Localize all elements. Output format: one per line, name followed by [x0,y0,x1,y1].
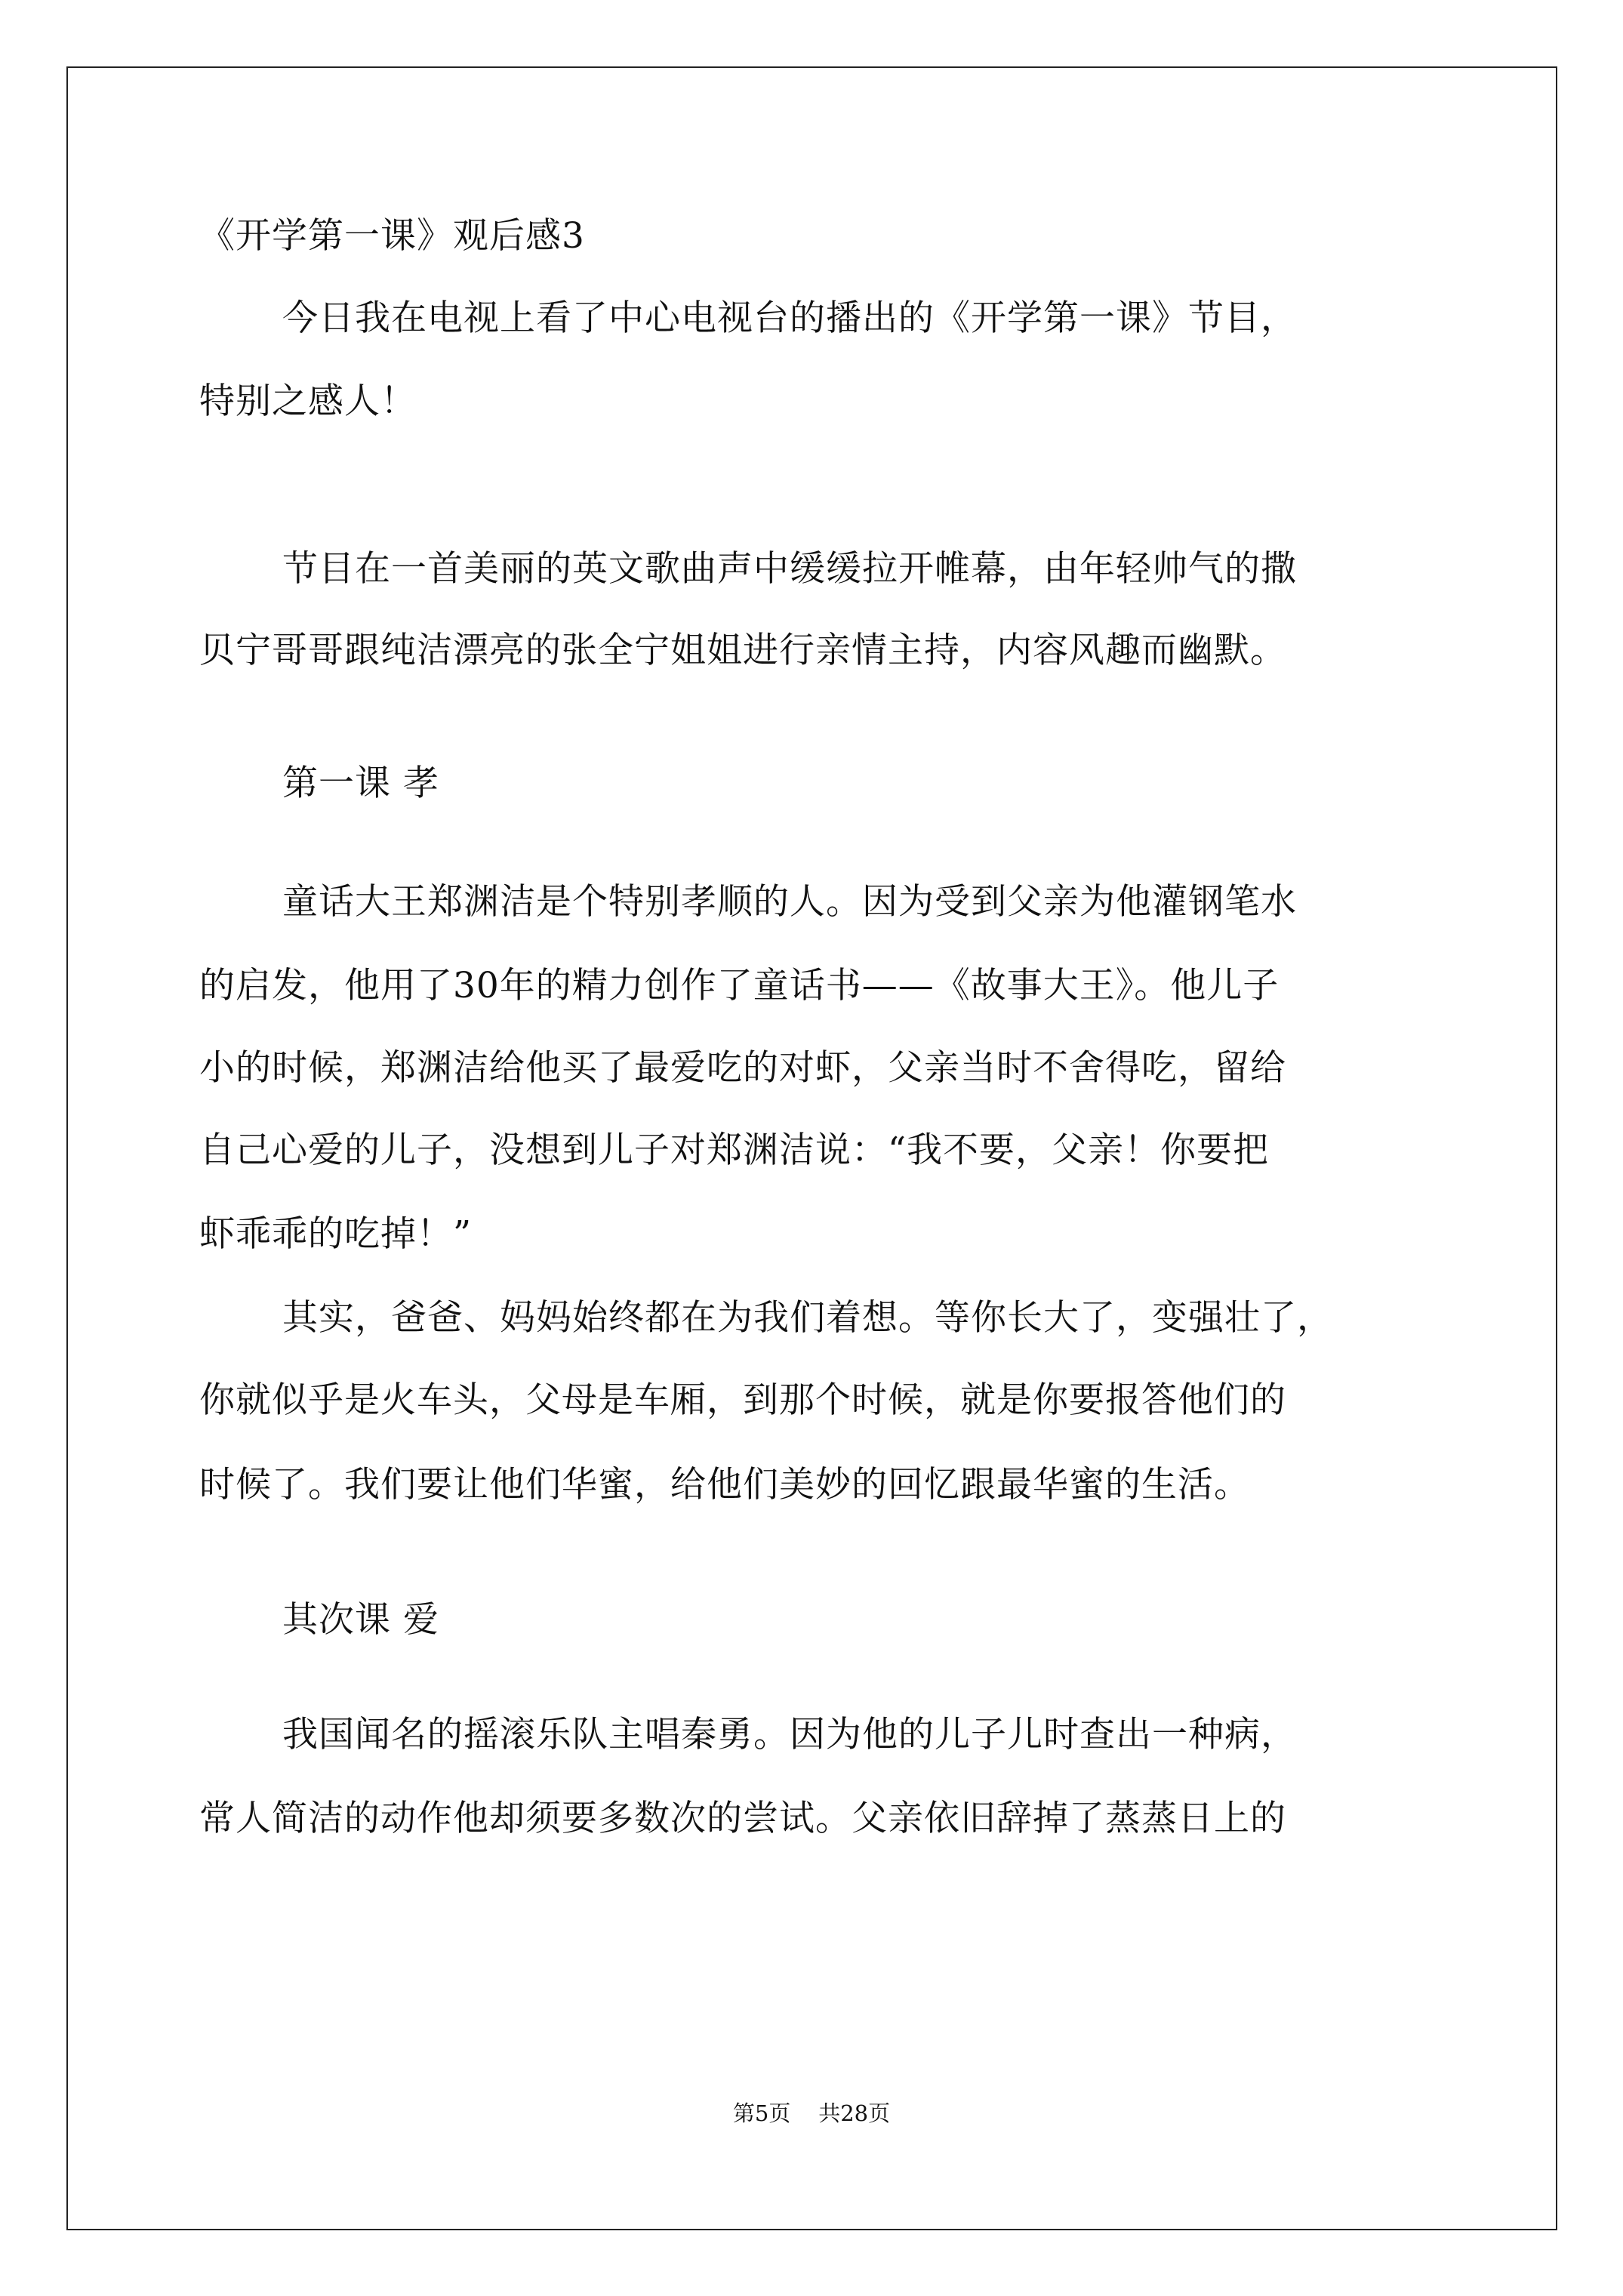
document-title: 《开学第一课》观后感3 [199,215,585,257]
paragraph-line: 自己心爱的儿子，没想到儿子对郑渊洁说：“我不要，父亲！你要把 [199,1130,1270,1171]
paragraph-line: 常人简洁的动作他却须要多数次的尝试。父亲依旧辞掉了蒸蒸日上的 [199,1798,1286,1839]
paragraph-line: 时候了。我们要让他们华蜜，给他们美妙的回忆跟最华蜜的生活。 [199,1464,1250,1505]
paragraph-line: 虾乖乖的吃掉！” [199,1213,473,1255]
paragraph-line: 贝宁哥哥跟纯洁漂亮的张全宁姐姐进行亲情主持，内容风趣而幽默。 [199,630,1286,671]
paragraph-line: 其实，爸爸、妈妈始终都在为我们着想。等你长大了，变强壮了， [282,1297,1333,1339]
paragraph-line: 童话大王郑渊洁是个特别孝顺的人。因为受到父亲为他灌钢笔水 [282,881,1297,923]
paragraph-line: 小的时候，郑渊洁给他买了最爱吃的对虾，父亲当时不舍得吃，留给 [199,1047,1286,1089]
section-heading: 其次课 爱 [282,1599,439,1641]
section-heading: 第一课 孝 [282,763,439,804]
paragraph-line: 我国闻名的摇滚乐队主唱秦勇。因为他的儿子儿时查出一种病， [282,1714,1297,1755]
paragraph-line: 你就似乎是火车头，父母是车厢，到那个时候，就是你要报答他们的 [199,1379,1286,1421]
paragraph-line: 特别之感人！ [199,381,417,422]
paragraph-line: 节目在一首美丽的英文歌曲声中缓缓拉开帷幕，由年轻帅气的撒 [282,548,1297,590]
paragraph-line: 今日我在电视上看了中心电视台的播出的《开学第一课》节目， [282,297,1297,339]
paragraph-line: 的启发，他用了30年的精力创作了童话书——《故事大王》。他儿子 [199,965,1280,1006]
page-number-footer: 第5页 共28页 [732,2100,891,2126]
